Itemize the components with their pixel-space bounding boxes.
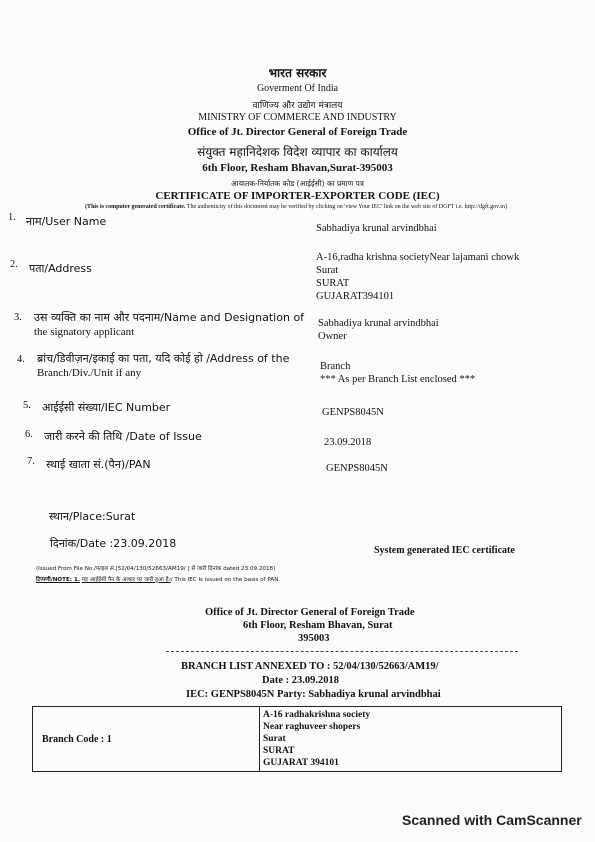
ministry-hindi: वाणिज्य और उद्योग मंत्रालय <box>252 101 343 111</box>
ministry-english: MINISTRY OF COMMERCE AND INDUSTRY <box>198 112 397 123</box>
branch-address-line: A-16 radhakrishna society <box>263 710 371 720</box>
branch-address-line: Near raghuveer shopers <box>263 722 361 732</box>
branch-address-line: GUJARAT 394101 <box>263 758 339 768</box>
field-label-pan: स्थाई खाता सं.(पैन)/PAN <box>46 458 151 471</box>
field-value-signatory-name: Sabhadiya krunal arvindbhai <box>318 318 439 329</box>
field-number: 1. <box>8 212 16 223</box>
branch-address-line: SURAT <box>263 746 295 756</box>
dashed-divider <box>166 651 518 652</box>
field-value-branch: Branch <box>320 361 351 372</box>
branch-list-date: Date : 23.09.2018 <box>262 675 339 686</box>
branch-code: Branch Code : 1 <box>42 733 112 745</box>
field-value-user-name: Sabhadiya krunal arvindbhai <box>316 223 437 234</box>
field-value-address-line: SURAT <box>316 278 350 289</box>
certificate-hindi: आयातक-निर्यातक कोड (आईईसी) का प्रमाण पत्र <box>231 179 364 188</box>
field-value-date-of-issue: 23.09.2018 <box>324 437 372 448</box>
certificate-title: CERTIFICATE OF IMPORTER-EXPORTER CODE (IEC) <box>155 190 440 202</box>
field-label-branch-address: ब्रांच/डिवीज़न/इकाई का पता, यदि कोई हो /Address of the <box>37 352 290 365</box>
field-value-address-line: GUJARAT394101 <box>316 291 395 302</box>
table-row <box>33 707 562 772</box>
field-label-signatory-line2: the signatory applicant <box>34 326 135 338</box>
field-value-iec-number: GENPS8045N <box>322 407 384 418</box>
govt-english: Goverment Of India <box>256 83 339 94</box>
field-value-address-line: A-16,radha krishna societyNear lajamani chowk <box>316 252 520 263</box>
branch-list-iec-line: IEC: GENPS8045N Party: Sabhadiya krunal arvindbhai <box>186 689 441 700</box>
note-english: / This IEC is issued on the basis of PAN. <box>170 577 281 583</box>
field-value-pan: GENPS8045N <box>326 463 388 474</box>
field-number: 7. <box>27 456 35 467</box>
branch-address-cell <box>260 707 562 772</box>
date-line: दिनांक/Date :23.09.2018 <box>50 537 177 550</box>
footer-office-name: Office of Jt. Director General of Foreign Trade <box>205 607 415 618</box>
note-label: टिप्पणी/NOTE: 1. <box>36 577 80 583</box>
field-label-signatory: उस व्यक्ति का नाम और पदनाम/Name and Designation of <box>34 311 305 324</box>
field-label-user-name: नाम/User Name <box>26 215 107 228</box>
field-label-branch-address-line2: Branch/Div./Unit if any <box>37 367 142 379</box>
disclaimer-rest: The authenticity of this document may be verified by clicking on 'view Your IEC' link on the web site of DGFT i.e. http://dgft.gov.in) <box>186 204 507 210</box>
footer-office-address: 6th Floor, Resham Bhavan, Surat <box>243 620 393 631</box>
office-address: 6th Floor, Resham Bhavan,Surat-395003 <box>202 162 393 174</box>
branch-code-cell <box>33 707 260 772</box>
issued-from-line: (Issued From File No./फाइल सं.[52/04/130/52663/AM19/ ] से जारी दिनांक dated 23.09.2018) <box>36 566 276 572</box>
field-value-signatory-designation: Owner <box>318 331 347 342</box>
field-number: 4. <box>17 354 25 365</box>
disclaimer-lead: (This is computer generated certificate. <box>85 204 186 210</box>
field-label-iec-number: आईईसी संख्या/IEC Number <box>42 401 171 414</box>
system-generated-note: System generated IEC certificate <box>374 545 515 556</box>
govt-hindi: भारत सरकार <box>268 66 327 80</box>
note-hindi: यह आईईसी पैन के आधार पर जारी हुआ है। <box>81 577 171 583</box>
office-english: Office of Jt. Director General of Foreign Trade <box>187 126 408 138</box>
branch-list-title: BRANCH LIST ANNEXED TO : 52/04/130/52663/AM19/ <box>181 661 439 672</box>
field-number: 3. <box>14 312 22 323</box>
field-number: 5. <box>23 400 31 411</box>
place-line: स्थान/Place:Surat <box>49 510 136 523</box>
branch-address-line: Surat <box>263 734 286 744</box>
field-number: 6. <box>25 429 33 440</box>
footer-office-pin: 395003 <box>298 633 330 644</box>
field-number: 2. <box>10 259 18 270</box>
field-label-date-of-issue: जारी करने की तिथि /Date of Issue <box>44 430 202 443</box>
field-label-address: पता/Address <box>29 262 92 275</box>
verification-disclaimer <box>34 204 558 210</box>
office-hindi: संयुक्त महानिदेशक विदेश व्यापार का कार्यालय <box>197 145 398 159</box>
branch-table <box>32 706 562 772</box>
field-value-branch-note: *** As per Branch List enclosed *** <box>320 374 476 385</box>
scanner-watermark: Scanned with CamScanner <box>402 812 582 828</box>
note-line <box>36 575 280 583</box>
field-value-address-line: Surat <box>316 265 339 276</box>
